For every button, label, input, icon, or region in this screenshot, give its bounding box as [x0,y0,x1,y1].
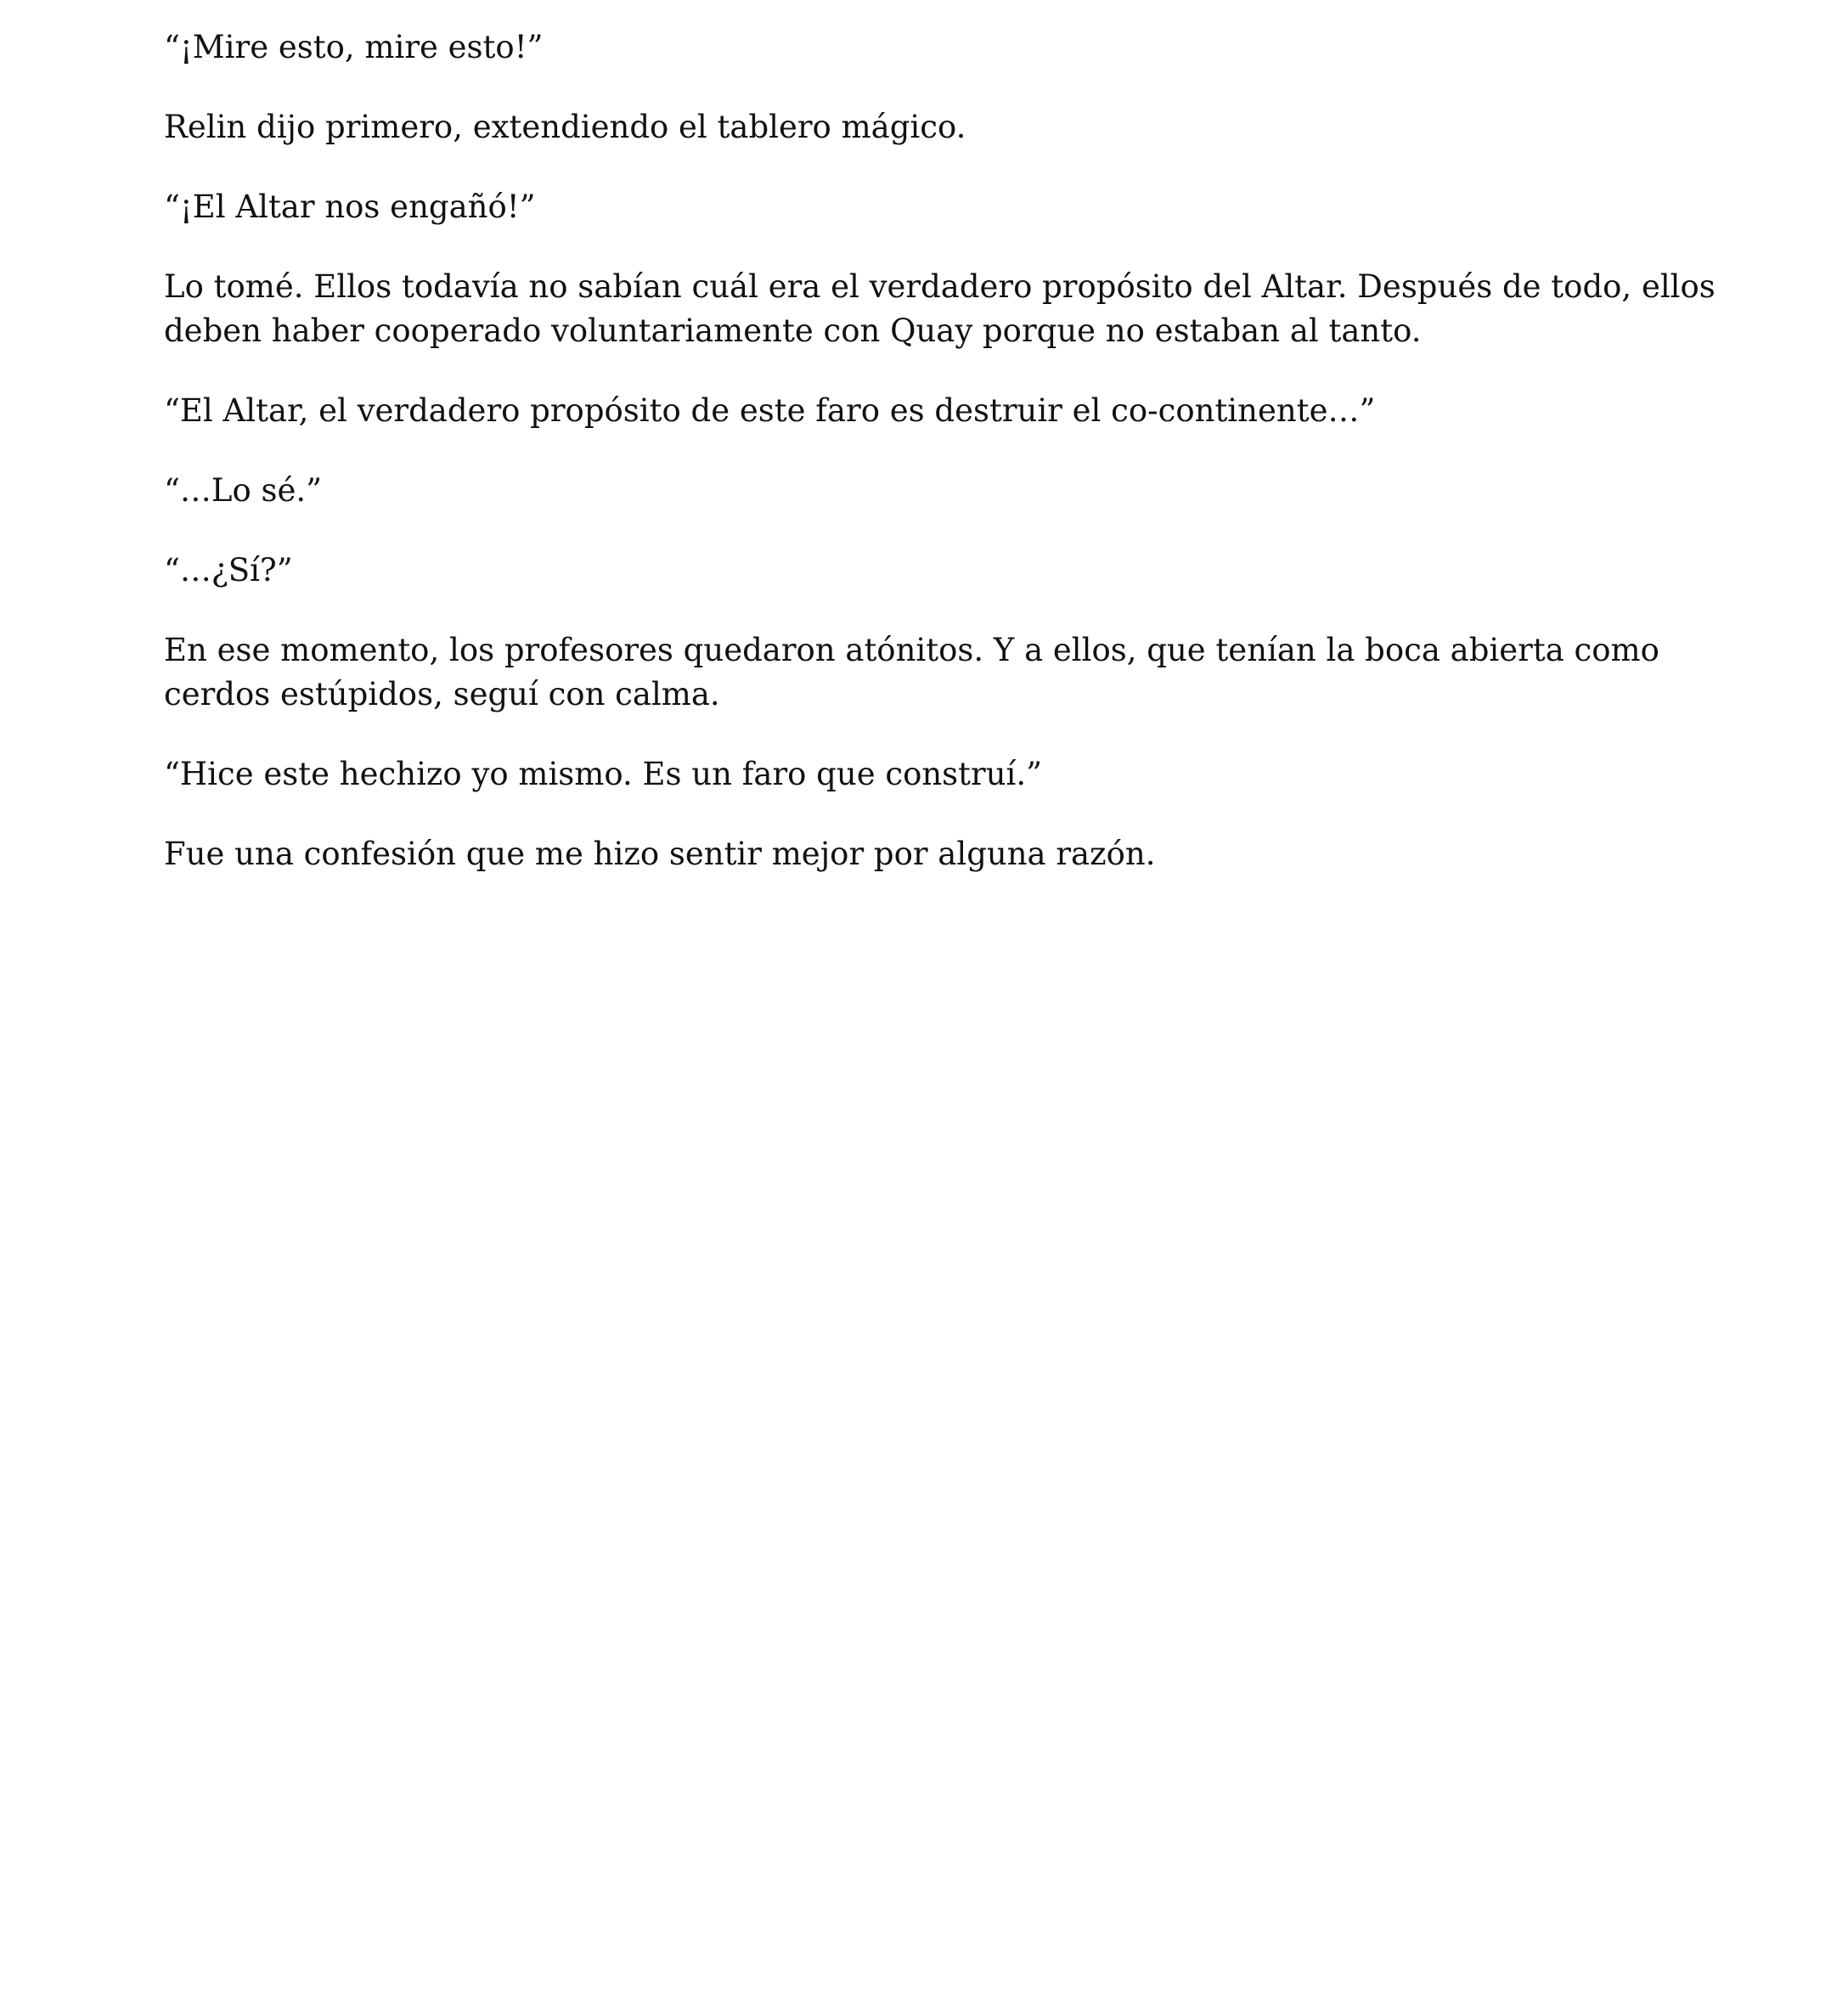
paragraph-line: Lo tomé. Ellos todavía no sabían cuál era el verdadero propósito del Altar. Después de todo, ellos [164,268,1716,305]
paragraph-line: Fue una confesión que me hizo sentir mejor por alguna razón. [164,836,1156,872]
paragraph-10 [164,832,1693,876]
document-body [164,25,1716,912]
paragraph-line: “El Altar, el verdadero propósito de este faro es destruir el co-continente…” [164,392,1376,429]
paragraph-8 [164,628,1693,717]
paragraph-line: “Hice este hechizo yo mismo. Es un faro que construí.” [164,756,1043,792]
paragraph-2 [164,105,1693,149]
paragraph-6 [164,469,1693,513]
paragraph-line: “…Lo sé.” [164,472,323,509]
paragraph-3 [164,185,1693,229]
paragraph-line: cerdos estúpidos, seguí con calma. [164,676,720,712]
paragraph-5 [164,389,1693,433]
paragraph-line: deben haber cooperado voluntariamente con Quay porque no estaban al tanto. [164,313,1422,349]
paragraph-1 [164,25,1693,70]
paragraph-line: “¡Mire esto, mire esto!” [164,29,544,65]
paragraph-line: Relin dijo primero, extendiendo el tablero mágico. [164,109,966,145]
paragraph-7 [164,549,1693,593]
paragraph-4 [164,265,1716,353]
paragraph-9 [164,752,1693,797]
paragraph-line: En ese momento, los profesores quedaron atónitos. Y a ellos, que tenían la boca abierta como [164,632,1659,668]
paragraph-line: “…¿Sí?” [164,552,293,588]
paragraph-line: “¡El Altar nos engañó!” [164,189,536,225]
